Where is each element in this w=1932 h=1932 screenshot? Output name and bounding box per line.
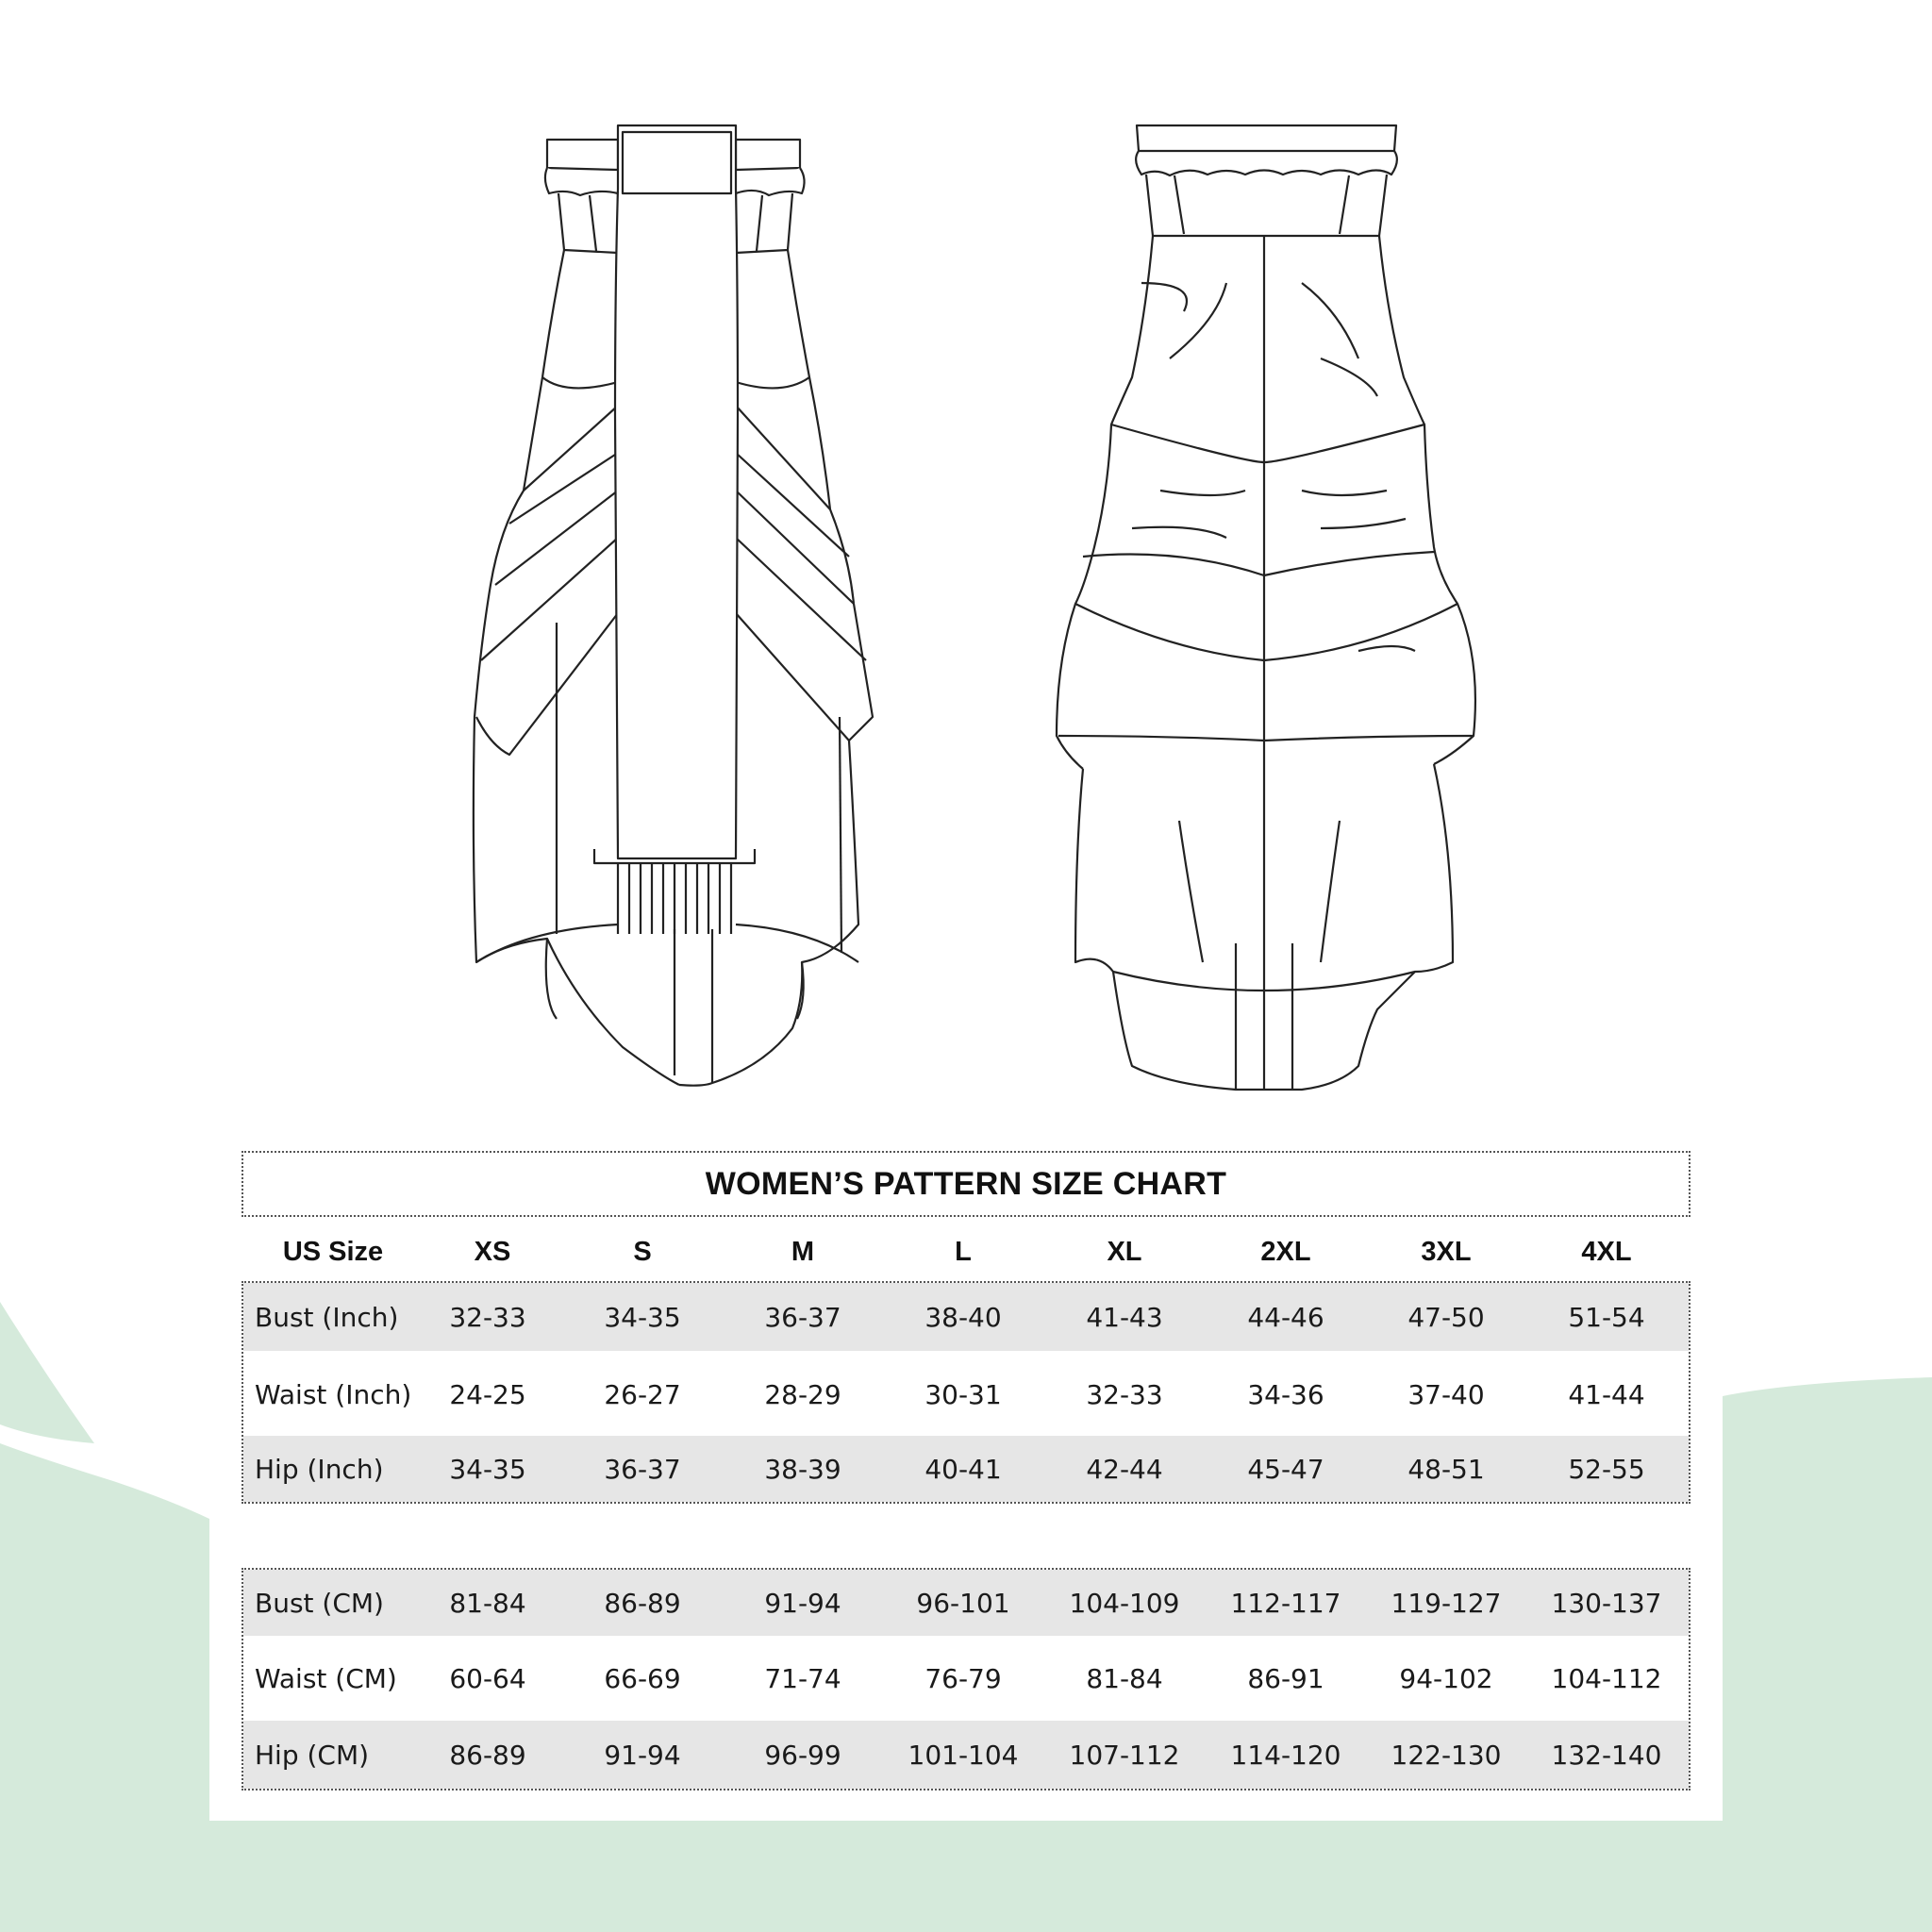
table-cell: 91-94 (764, 1587, 841, 1619)
table-cell: 45-47 (1247, 1453, 1324, 1485)
row-label: Waist (CM) (255, 1662, 397, 1694)
table-cell: 122-130 (1391, 1739, 1502, 1771)
table-cell: 81-84 (1086, 1662, 1163, 1694)
table-row (243, 1436, 1689, 1502)
table-cell: 104-112 (1551, 1662, 1662, 1694)
size-l: L (955, 1236, 972, 1267)
table-row (243, 1640, 1689, 1717)
size-3xl: 3XL (1421, 1236, 1472, 1267)
table-cell: 132-140 (1551, 1739, 1662, 1771)
table-cell: 107-112 (1069, 1739, 1180, 1771)
table-cell: 76-79 (924, 1662, 1002, 1694)
table-cell: 36-37 (604, 1453, 681, 1485)
row-label: Bust (Inch) (255, 1301, 399, 1333)
table-cell: 30-31 (924, 1378, 1002, 1410)
table-cell: 130-137 (1551, 1587, 1662, 1619)
table-cell: 48-51 (1407, 1453, 1485, 1485)
table-cell: 86-89 (449, 1739, 526, 1771)
table-cell: 71-74 (764, 1662, 841, 1694)
table-cell: 114-120 (1230, 1739, 1341, 1771)
table-cell: 34-36 (1247, 1378, 1324, 1410)
table-row (243, 1570, 1689, 1636)
table-cell: 38-39 (764, 1453, 841, 1485)
table-cell: 38-40 (924, 1301, 1002, 1333)
table-row (243, 1283, 1689, 1351)
table-cell: 32-33 (449, 1301, 526, 1333)
table-cell: 34-35 (449, 1453, 526, 1485)
table-cell: 66-69 (604, 1662, 681, 1694)
row-label: Waist (Inch) (255, 1378, 412, 1410)
table-cell: 42-44 (1086, 1453, 1163, 1485)
row-label: Hip (CM) (255, 1739, 370, 1771)
table-cell: 37-40 (1407, 1378, 1485, 1410)
table-cell: 104-109 (1069, 1587, 1180, 1619)
table-cell: 94-102 (1399, 1662, 1493, 1694)
row-label: Hip (Inch) (255, 1453, 384, 1485)
table-cell: 81-84 (449, 1587, 526, 1619)
table-cell: 96-99 (764, 1739, 841, 1771)
table-row (243, 1357, 1689, 1432)
table-cell: 24-25 (449, 1378, 526, 1410)
table-cell: 86-91 (1247, 1662, 1324, 1694)
table-cell: 91-94 (604, 1739, 681, 1771)
table-cell: 32-33 (1086, 1378, 1163, 1410)
skirt-front-sketch (474, 125, 873, 1086)
table-cell: 47-50 (1407, 1301, 1485, 1333)
size-header-row (243, 1214, 1689, 1290)
green-leaf-left (0, 1302, 94, 1443)
table-cell: 101-104 (908, 1739, 1019, 1771)
table-cell: 96-101 (916, 1587, 1010, 1619)
header-label: US Size (282, 1236, 384, 1267)
table-cell: 41-44 (1568, 1378, 1645, 1410)
table-cell: 28-29 (764, 1378, 841, 1410)
skirt-back-sketch (1057, 125, 1475, 1090)
table-cell: 40-41 (924, 1453, 1002, 1485)
row-label: Bust (CM) (255, 1587, 384, 1619)
table-cell: 36-37 (764, 1301, 841, 1333)
table-row (243, 1721, 1689, 1789)
table-cell: 26-27 (604, 1378, 681, 1410)
table-cell: 52-55 (1568, 1453, 1645, 1485)
chart-title-box (242, 1151, 1690, 1217)
table-cell: 86-89 (604, 1587, 681, 1619)
size-xl: XL (1107, 1236, 1142, 1267)
table-cell: 112-117 (1230, 1587, 1341, 1619)
table-cell: 119-127 (1391, 1587, 1502, 1619)
table-cell: 44-46 (1247, 1301, 1324, 1333)
table-cell: 41-43 (1086, 1301, 1163, 1333)
table-cell: 51-54 (1568, 1301, 1645, 1333)
table-cell: 60-64 (449, 1662, 526, 1694)
chart-title: WOMEN’S PATTERN SIZE CHART (705, 1165, 1227, 1202)
size-4xl: 4XL (1581, 1236, 1632, 1267)
size-m: M (791, 1236, 815, 1267)
size-s: S (633, 1236, 652, 1267)
table-cell: 34-35 (604, 1301, 681, 1333)
size-2xl: 2XL (1260, 1236, 1311, 1267)
size-xs: XS (474, 1236, 511, 1267)
